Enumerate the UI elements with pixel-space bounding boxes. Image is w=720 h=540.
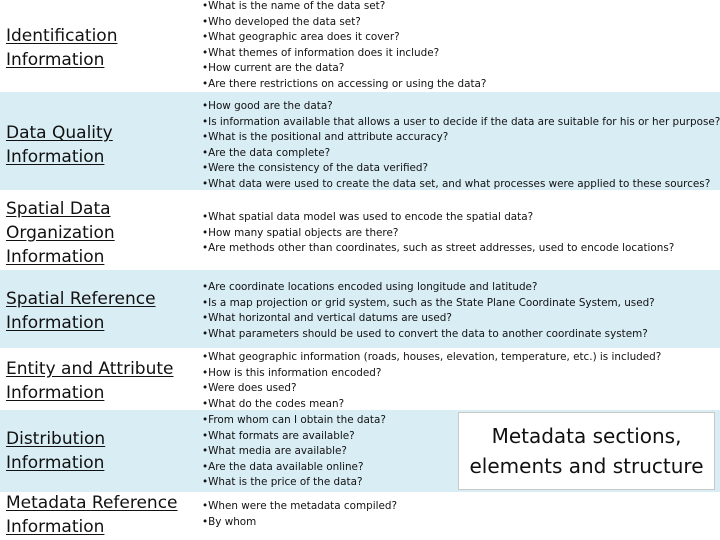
- list-item: • Are there restrictions on accessing or using the data?: [202, 77, 717, 93]
- list-item: • Are coordinate locations encoded using longitude and latitude?: [202, 280, 717, 296]
- list-item: • From whom can I obtain the data?: [202, 413, 717, 429]
- list-item: • Are the data complete?: [202, 146, 717, 162]
- section-title-spatial-data-organization: Spatial Data Organization Information: [6, 199, 115, 267]
- question-list-entity-attribute: [202, 350, 717, 412]
- list-item: • Are the data available online?: [202, 460, 717, 476]
- list-item: • How is this information encoded?: [202, 366, 717, 382]
- list-item: • What geographic area does it cover?: [202, 30, 717, 46]
- list-item: • What geographic information (roads, houses, elevation, temperature, etc.) is included?: [202, 350, 717, 366]
- section-title-metadata-reference: Metadata Reference Information: [6, 493, 178, 537]
- section-title-data-quality: Data Quality Information: [6, 123, 113, 167]
- question-list-spatial-reference: [202, 280, 717, 342]
- question-list-metadata-reference: [202, 499, 717, 530]
- list-item: • How good are the data?: [202, 99, 717, 115]
- list-item: • What parameters should be used to convert the data to another coordinate system?: [202, 327, 717, 343]
- list-item: • What spatial data model was used to encode the spatial data?: [202, 210, 717, 226]
- list-item: • What is the price of the data?: [202, 475, 717, 491]
- list-item: • By whom: [202, 515, 717, 531]
- list-item: • Is a map projection or grid system, such as the State Plane Coordinate System, used?: [202, 296, 717, 312]
- list-item: • What is the positional and attribute accuracy?: [202, 130, 717, 146]
- question-list-identification: [202, 0, 717, 92]
- list-item: • What themes of information does it include?: [202, 46, 717, 62]
- section-title-entity-attribute: Entity and Attribute Information: [6, 359, 174, 403]
- list-item: • Were does used?: [202, 381, 717, 397]
- list-item: • Were the consistency of the data verified?: [202, 161, 717, 177]
- list-item: • When were the metadata compiled?: [202, 499, 717, 515]
- list-item: • How current are the data?: [202, 61, 717, 77]
- list-item: • What horizontal and vertical datums are used?: [202, 311, 717, 327]
- list-item: • What do the codes mean?: [202, 397, 717, 413]
- list-item: • Are methods other than coordinates, such as street addresses, used to encode locations?: [202, 241, 717, 257]
- callout-box: Metadata sections, elements and structure: [458, 412, 715, 490]
- section-title-spatial-reference: Spatial Reference Information: [6, 289, 156, 333]
- list-item: • What media are available?: [202, 444, 717, 460]
- list-item: • What data were used to create the data set, and what processes were applied to these sources?: [202, 177, 717, 193]
- list-item: • What is the name of the data set?: [202, 0, 717, 15]
- question-list-spatial-data-organization: [202, 210, 717, 257]
- section-title-identification: Identification Information: [6, 26, 118, 70]
- list-item: • Is information available that allows a user to decide if the data are suitable for his or her purpose?: [202, 115, 717, 131]
- list-item: • Who developed the data set?: [202, 15, 717, 31]
- section-title-distribution: Distribution Information: [6, 429, 106, 473]
- question-list-data-quality: [202, 99, 720, 192]
- list-item: • How many spatial objects are there?: [202, 226, 717, 242]
- list-item: • What formats are available?: [202, 429, 717, 445]
